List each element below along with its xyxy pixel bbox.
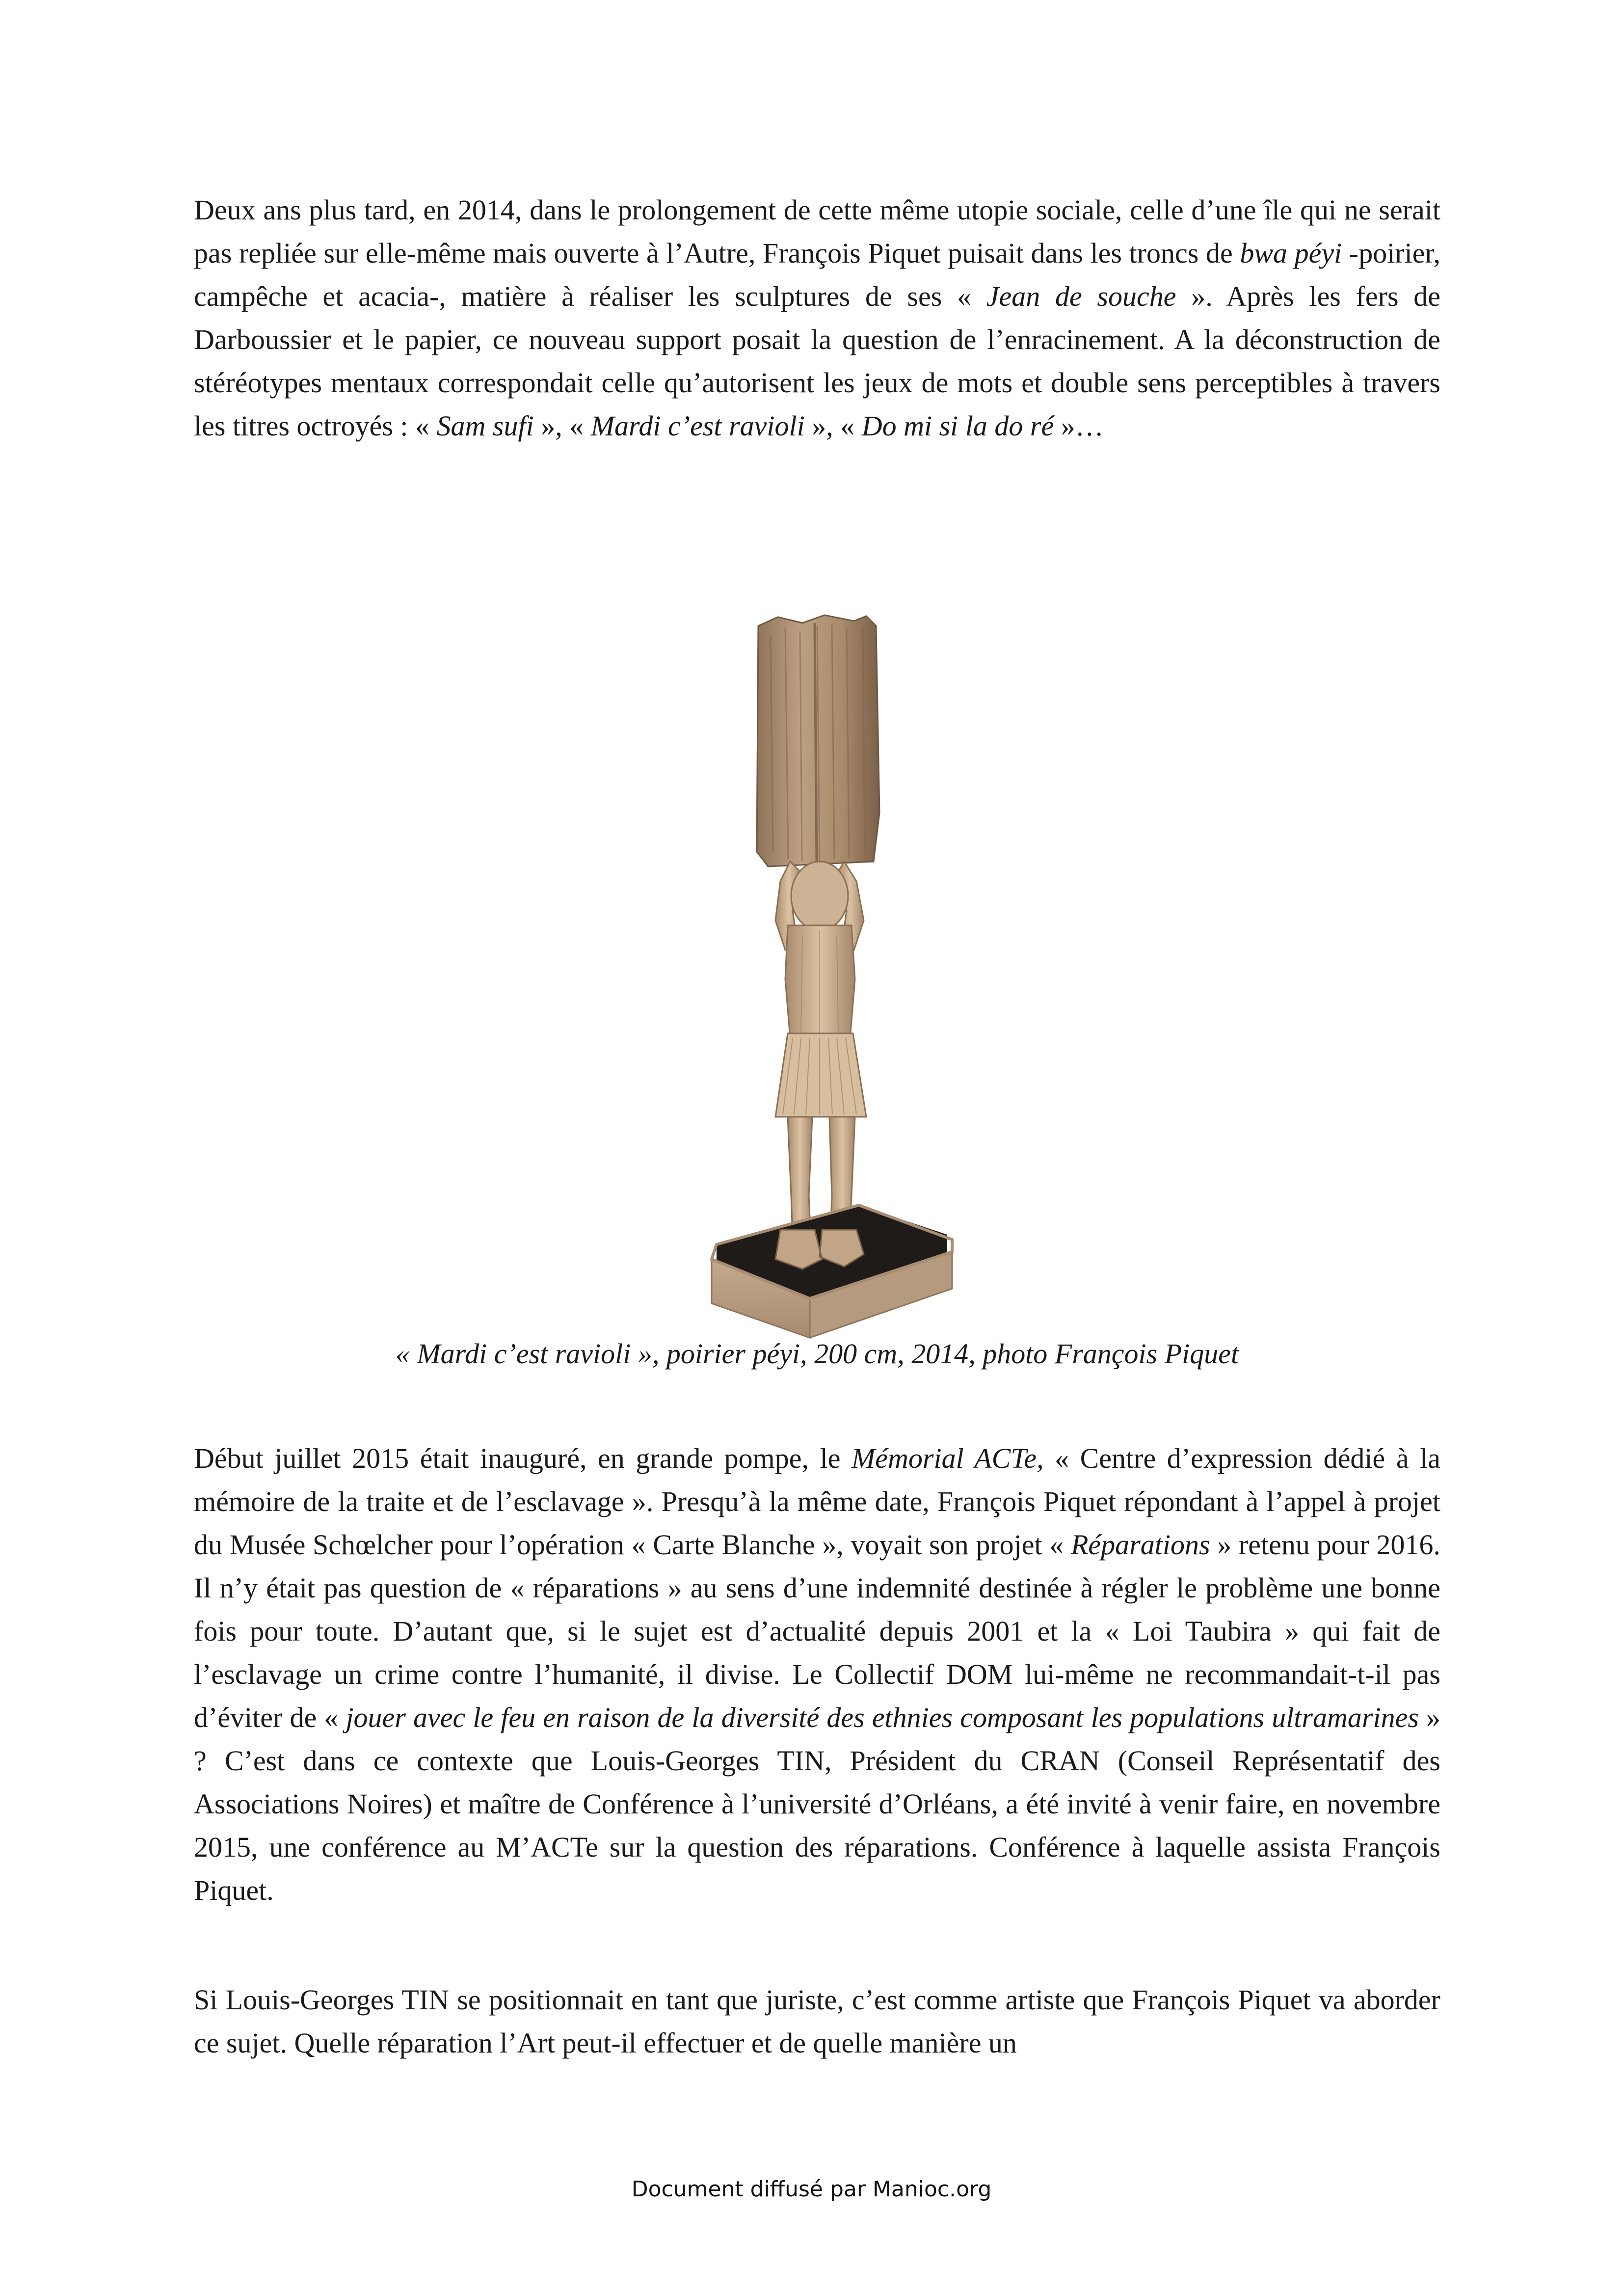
text-run: » retenu pour 2016. Il n’y était pas question de « réparations » au sens d’une indemnité destinée à régler le problème une bonne fois pour toute. D’autant que, si le sujet est d’actualité depuis 2001 et la « Loi Taubira » qui fait de l’esclavage un crime contre l’humanité, il divise. Le Collectif DOM lui-même ne recommandait-t-il pas d’éviter de « [194, 1529, 1440, 1733]
italic-title: Réparations [1071, 1529, 1210, 1561]
text-run: -poirier, campêche et acacia-, matière à réaliser les sculptures de ses « [194, 237, 1441, 312]
paragraph-2 [194, 1437, 1440, 1912]
italic-title: Mardi c’est ravioli [590, 410, 805, 442]
text-run: »… [1054, 410, 1104, 442]
italic-title: Sam sufi [436, 410, 534, 442]
paragraph-1 [194, 189, 1440, 448]
text-run: « Centre d’expression dédié à la mémoire de la traite et de l’esclavage ». Presqu’à la même date, François Piquet répondant à l’appel à projet du Musée Schœlcher pour l’opération « Carte Blanche », voyait son projet « [194, 1442, 1440, 1561]
skirt [775, 1033, 866, 1117]
italic-term: Mémorial ACTe, [851, 1442, 1044, 1474]
text-run: », « [533, 410, 591, 442]
text-run: » ? C’est dans ce contexte que Louis-Georges TIN, Président du CRAN (Conseil Représentatif des Associations Noires) et maître de Conférence à l’université d’Orléans, a été invité à venir faire, en novembre 2015, une conférence au M’ACTe sur la question des réparations. Conférence à laquelle assista François Piquet. [194, 1702, 1441, 1906]
paragraph-2-text [194, 1437, 1440, 1912]
italic-title: Jean de souche [986, 280, 1176, 312]
text-run: ». Après les fers de Darboussier et le papier, ce nouveau support posait la question de l’enracinement. A la déconstruction de stéréotypes mentaux correspondait celle qu’autorisent les jeux de mots et double sens perceptibles à travers les titres octroyés : « [194, 280, 1440, 442]
head [791, 862, 848, 930]
paragraph-3 [194, 1978, 1440, 2065]
italic-term: bwa péyi [1240, 237, 1342, 269]
sculpture-photo [697, 606, 962, 1343]
text-run: Début juillet 2015 était inauguré, en grande pompe, le [194, 1442, 851, 1474]
paragraph-1-text [194, 189, 1440, 448]
text-run: Deux ans plus tard, en 2014, dans le prolongement de cette même utopie sociale, celle d’une île qui ne serait pas repliée sur elle-même mais ouverte à l’Autre, François Piquet puisait dans les troncs de [194, 194, 1440, 269]
sculpture-illustration [697, 606, 962, 1343]
paragraph-3-text: Si Louis-Georges TIN se positionnait en tant que juriste, c’est comme artiste que François Piquet va aborder ce sujet. Quelle réparation l’Art peut-il effectuer et de quelle manière un [194, 1984, 1440, 2059]
italic-title: Do mi si la do ré [861, 410, 1054, 442]
text-run: », « [804, 410, 862, 442]
italic-quote: jouer avec le feu en raison de la diversité des ethnies composant les populations ultramarines [346, 1702, 1419, 1733]
footer-credit: Document diffusé par Manioc.org [631, 2177, 992, 2202]
figure-caption: « Mardi c’est ravioli », poirier péyi, 200 cm, 2014, photo François Piquet [395, 1338, 1239, 1370]
